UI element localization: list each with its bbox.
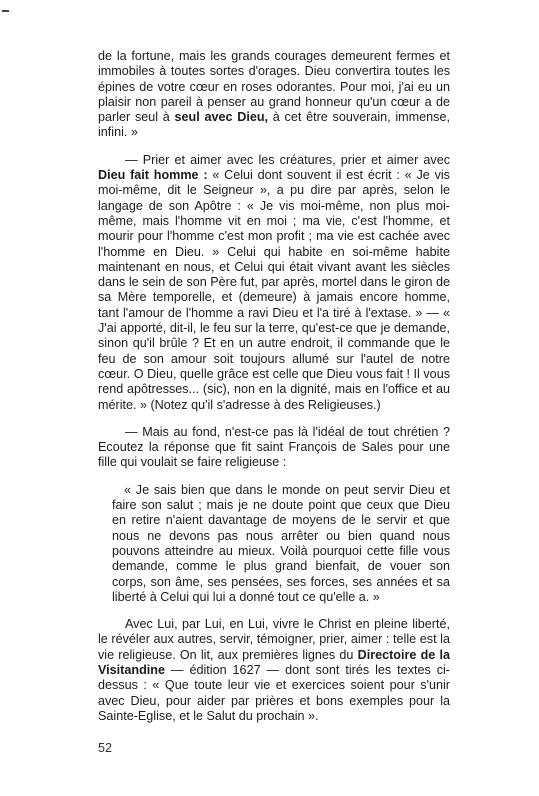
body-paragraph <box>98 425 450 471</box>
bold-phrase: Directoire de la Visitandine <box>98 647 450 677</box>
text-run: de la fortune, mais les grands courages demeurent fermes et immobiles à toutes sortes d'orages. Dieu convertira toutes les épines de votre cœur en roses odorantes. Pour moi, j'ai eu un plaisir non pareil à penser au grand honneur qu'un cœur a de parler seul à <box>98 49 450 125</box>
text-run: — Mais au fond, n'est-ce pas là l'idéal de tout chrétien ? Ecoutez la réponse que fit saint François de Sales pour une fille qui voulait se faire religieuse : <box>98 424 450 470</box>
text-run: — édition 1627 — dont sont tirés les textes ci-dessus : « Que toute leur vie et exercices soient pour s'unir avec Dieu, pour aider par prières et bons exemples pour la Sainte-Eglise, et le Salut du prochain ». <box>98 662 450 723</box>
text-run: Avec Lui, par Lui, en Lui, vivre le Christ en pleine liberté, le révéler aux autres, servir, témoigner, prier, aimer : telle est la vie religieuse. On lit, aux premières lignes du <box>98 617 450 662</box>
bold-phrase: Dieu fait homme : <box>98 168 208 183</box>
page-number: 52 <box>98 741 113 755</box>
quoted-paragraph <box>112 483 450 605</box>
text-run: « Celui dont souvent il est écrit : « Je vis moi-même, dit le Seigneur », a pu dire par après, selon le langage de son Apôtre : « Je vis moi-même, non plus moi-même, mais l'homme vit en moi ; ma vie, c'est l'homme, et mourir pour l'homme c'est mon profit ; ma vie est cachée avec l'homme en Dieu. » Celui qui habite en soi-même habite maintenant en nous, et Celui qui était vivant avant les siècles dans le sein de son Père fut, par après, mortel dans le giron de sa Mère temporelle, et (demeure) à jamais encore homme, tant l'amour de l'homme a ravi Dieu et l'a tiré à l'extase. » — « J'ai apporté, dit-il, le feu sur la terre, qu'est-ce que je demande, sinon qu'il brûle ? Et en un autre endroit, il commande que le feu de son amour soit toujours allumé sur l'autel de notre cœur. O Dieu, quelle grâce est celle que Dieu vous fait ! Il vous rend apôtresses... (sic), non en la dignité, mais en l'office et au mérite. » (Notez qu'il s'adresse à des Religieuses.) <box>98 168 450 412</box>
text-run: « Je sais bien que dans le monde on peut servir Dieu et faire son salut ; mais je ne doute point que ceux que Dieu en retire n'aient davantage de moyens de le servir et que nous ne devons pas nous arrêter ou bien quand nous pouvons atteindre au mieux. Voilà pourquoi cette fille vous demande, comme le plus grand bienfait, de vouer son corps, son âme, ses pensées, ses forces, ses années et sa liberté à Celui qui lui a donné tout ce qu'elle a. » <box>112 482 450 604</box>
body-paragraph <box>98 153 450 413</box>
page-body-text <box>98 49 450 736</box>
bold-phrase: seul avec Dieu, <box>174 110 269 125</box>
body-paragraph <box>98 617 450 724</box>
body-paragraph <box>98 49 450 141</box>
scan-edge-mark <box>2 10 9 12</box>
text-run: à cet être souverain, immense, infini. » <box>98 110 450 140</box>
text-run: — Prier et aimer avec les créatures, prier et aimer avec <box>125 152 450 167</box>
